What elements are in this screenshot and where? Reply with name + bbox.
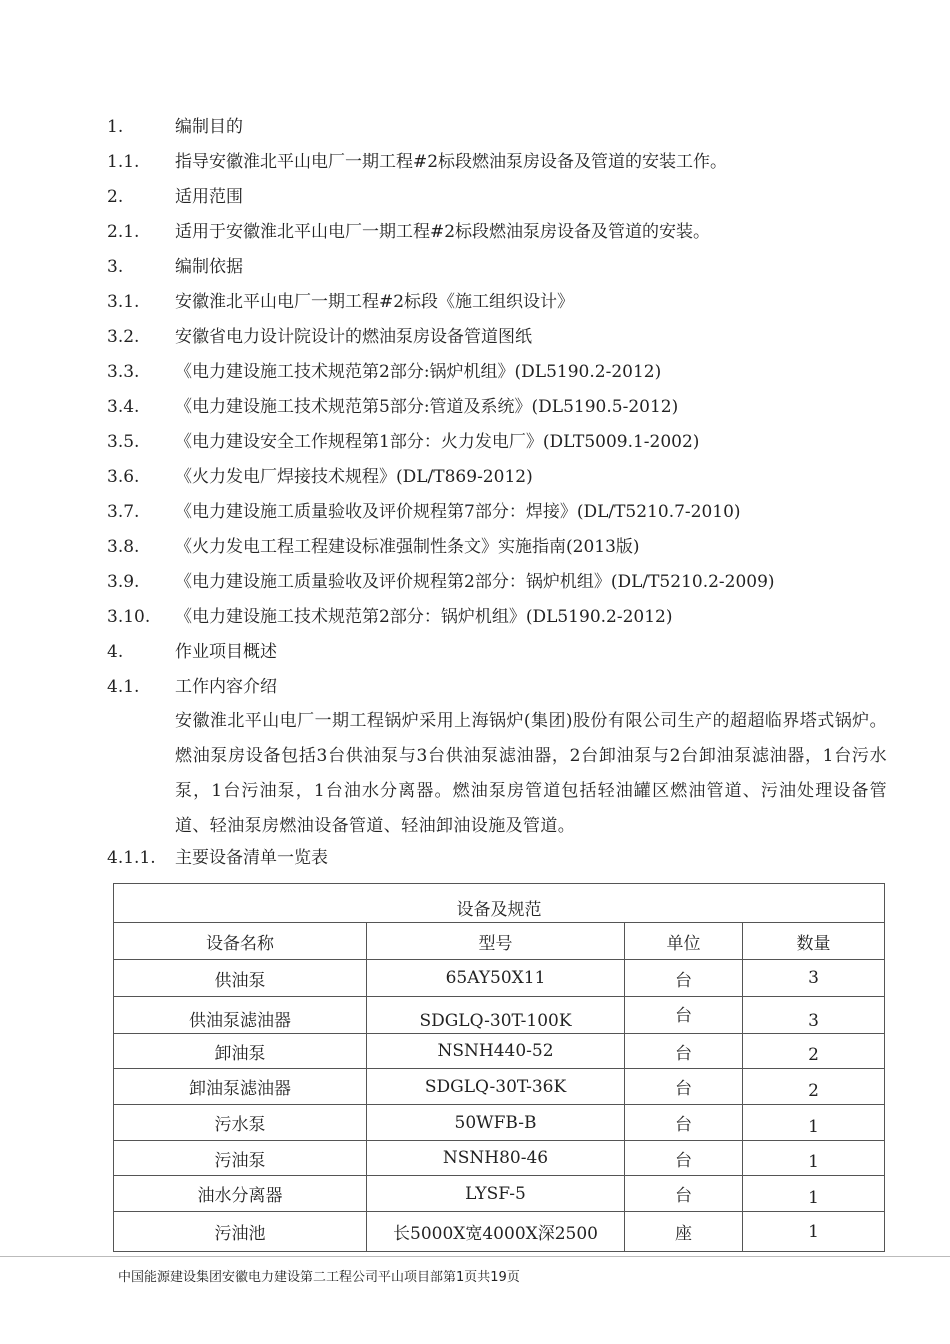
section-line <box>0 497 950 527</box>
section-text: 《火力发电厂焊接技术规程》(DL/T869-2012) <box>175 467 533 487</box>
cell-name: 污油池 <box>114 1212 367 1252</box>
intro-paragraph: 安徽淮北平山电厂一期工程锅炉采用上海锅炉(集团)股份有限公司生产的超超临界塔式锅炉。燃油泵房设备包括3台供油泵与3台供油泵滤油器，2台卸油泵与2台卸油泵滤油器，1台污水泵，1台污油泵，1台油水分离器。燃油泵房管道包括轻油罐区燃油管道、污油处理设备管道、轻油泵房燃油设备管道、轻油卸油设施及管道。 <box>175 711 887 836</box>
footer-divider <box>0 1256 950 1257</box>
section-text: 《电力建设施工技术规范第2部分:锅炉机组》(DL5190.2-2012) <box>175 362 662 382</box>
section-number: 3.2. <box>107 327 140 347</box>
cell-model: 长5000X宽4000X深2500 <box>367 1212 625 1252</box>
subsection-line <box>0 843 950 873</box>
section-text: 指导安徽淮北平山电厂一期工程#2标段燃油泵房设备及管道的安装工作。 <box>175 152 728 172</box>
cell-unit: 台 <box>625 1176 743 1212</box>
cell-model: 50WFB-B <box>367 1105 625 1141</box>
section-line <box>0 182 950 212</box>
section-line <box>0 427 950 457</box>
cell-model: LYSF-5 <box>367 1176 625 1212</box>
cell-qty: 1 <box>743 1141 885 1176</box>
cell-model: NSNH440-52 <box>367 1034 625 1069</box>
section-line <box>0 672 950 702</box>
cell-model: 65AY50X11 <box>367 960 625 997</box>
section-number: 3.3. <box>107 362 140 382</box>
cell-model: SDGLQ-30T-100K <box>367 997 625 1034</box>
table-row <box>114 1176 885 1212</box>
section-line <box>0 217 950 247</box>
cell-name: 卸油泵 <box>114 1034 367 1069</box>
section-text: 《火力发电工程工程建设标准强制性条文》实施指南(2013版) <box>175 537 640 557</box>
cell-qty: 3 <box>743 997 885 1034</box>
section-line <box>0 112 950 142</box>
section-text: 编制依据 <box>175 257 243 277</box>
section-number: 1.1. <box>107 152 140 172</box>
cell-unit: 台 <box>625 1034 743 1069</box>
section-number: 3. <box>107 257 124 277</box>
subsection-number: 4.1.1. <box>107 848 156 868</box>
column-header: 单位 <box>625 923 743 960</box>
section-text: 作业项目概述 <box>175 642 277 662</box>
section-number: 3.7. <box>107 502 140 522</box>
section-text: 《电力建设施工技术规范第5部分:管道及系统》(DL5190.5-2012) <box>175 397 679 417</box>
column-header: 设备名称 <box>114 923 367 960</box>
cell-qty: 2 <box>743 1034 885 1069</box>
cell-model: SDGLQ-30T-36K <box>367 1069 625 1105</box>
table-title-row <box>114 884 885 923</box>
cell-name: 污油泵 <box>114 1141 367 1176</box>
section-text: 安徽淮北平山电厂一期工程#2标段《施工组织设计》 <box>175 292 575 312</box>
table-row <box>114 1141 885 1176</box>
table-row <box>114 960 885 997</box>
section-text: 《电力建设施工质量验收及评价规程第2部分：锅炉机组》(DL/T5210.2-2009) <box>175 572 775 592</box>
cell-unit: 台 <box>625 1105 743 1141</box>
section-line <box>0 462 950 492</box>
section-number: 4.1. <box>107 677 140 697</box>
table-title: 设备及规范 <box>114 884 885 923</box>
cell-unit: 台 <box>625 997 743 1034</box>
section-number: 1. <box>107 117 124 137</box>
section-line <box>0 602 950 632</box>
section-line <box>0 392 950 422</box>
subsection-text: 主要设备清单一览表 <box>175 848 328 868</box>
section-number: 2.1. <box>107 222 140 242</box>
cell-name: 卸油泵滤油器 <box>114 1069 367 1105</box>
section-number: 3.9. <box>107 572 140 592</box>
section-line <box>0 287 950 317</box>
table-row <box>114 997 885 1034</box>
equipment-table <box>113 883 885 1252</box>
section-line <box>0 532 950 562</box>
cell-qty: 2 <box>743 1069 885 1105</box>
section-text: 适用范围 <box>175 187 243 207</box>
cell-unit: 台 <box>625 960 743 997</box>
section-number: 3.4. <box>107 397 140 417</box>
section-line <box>0 252 950 282</box>
cell-name: 污水泵 <box>114 1105 367 1141</box>
cell-name: 供油泵滤油器 <box>114 997 367 1034</box>
cell-unit: 台 <box>625 1069 743 1105</box>
cell-unit: 台 <box>625 1141 743 1176</box>
section-number: 3.5. <box>107 432 140 452</box>
section-number: 3.1. <box>107 292 140 312</box>
table-header-row <box>114 923 885 960</box>
cell-name: 供油泵 <box>114 960 367 997</box>
section-line <box>0 637 950 667</box>
section-text: 《电力建设施工质量验收及评价规程第7部分：焊接》(DL/T5210.7-2010) <box>175 502 741 522</box>
table-row <box>114 1034 885 1069</box>
section-text: 适用于安徽淮北平山电厂一期工程#2标段燃油泵房设备及管道的安装。 <box>175 222 711 242</box>
cell-qty: 1 <box>743 1212 885 1252</box>
section-number: 4. <box>107 642 124 662</box>
cell-qty: 1 <box>743 1176 885 1212</box>
cell-qty: 3 <box>743 960 885 997</box>
section-line <box>0 147 950 177</box>
section-number: 2. <box>107 187 124 207</box>
table-row <box>114 1212 885 1252</box>
section-line <box>0 357 950 387</box>
section-text: 《电力建设施工技术规范第2部分：锅炉机组》(DL5190.2-2012) <box>175 607 673 627</box>
section-number: 3.8. <box>107 537 140 557</box>
table-row <box>114 1069 885 1105</box>
section-text: 编制目的 <box>175 117 243 137</box>
section-line <box>0 322 950 352</box>
section-text: 安徽省电力设计院设计的燃油泵房设备管道图纸 <box>175 327 532 347</box>
cell-model: NSNH80-46 <box>367 1141 625 1176</box>
column-header: 型号 <box>367 923 625 960</box>
page-footer: 中国能源建设集团安徽电力建设第二工程公司平山项目部第1页共19页 <box>118 1270 520 1285</box>
cell-unit: 座 <box>625 1212 743 1252</box>
cell-name: 油水分离器 <box>114 1176 367 1212</box>
section-line <box>0 567 950 597</box>
column-header: 数量 <box>743 923 885 960</box>
cell-qty: 1 <box>743 1105 885 1141</box>
section-number: 3.6. <box>107 467 140 487</box>
section-text: 工作内容介绍 <box>175 677 277 697</box>
section-number: 3.10. <box>107 607 151 627</box>
table-row <box>114 1105 885 1141</box>
section-text: 《电力建设安全工作规程第1部分：火力发电厂》(DLT5009.1-2002) <box>175 432 700 452</box>
